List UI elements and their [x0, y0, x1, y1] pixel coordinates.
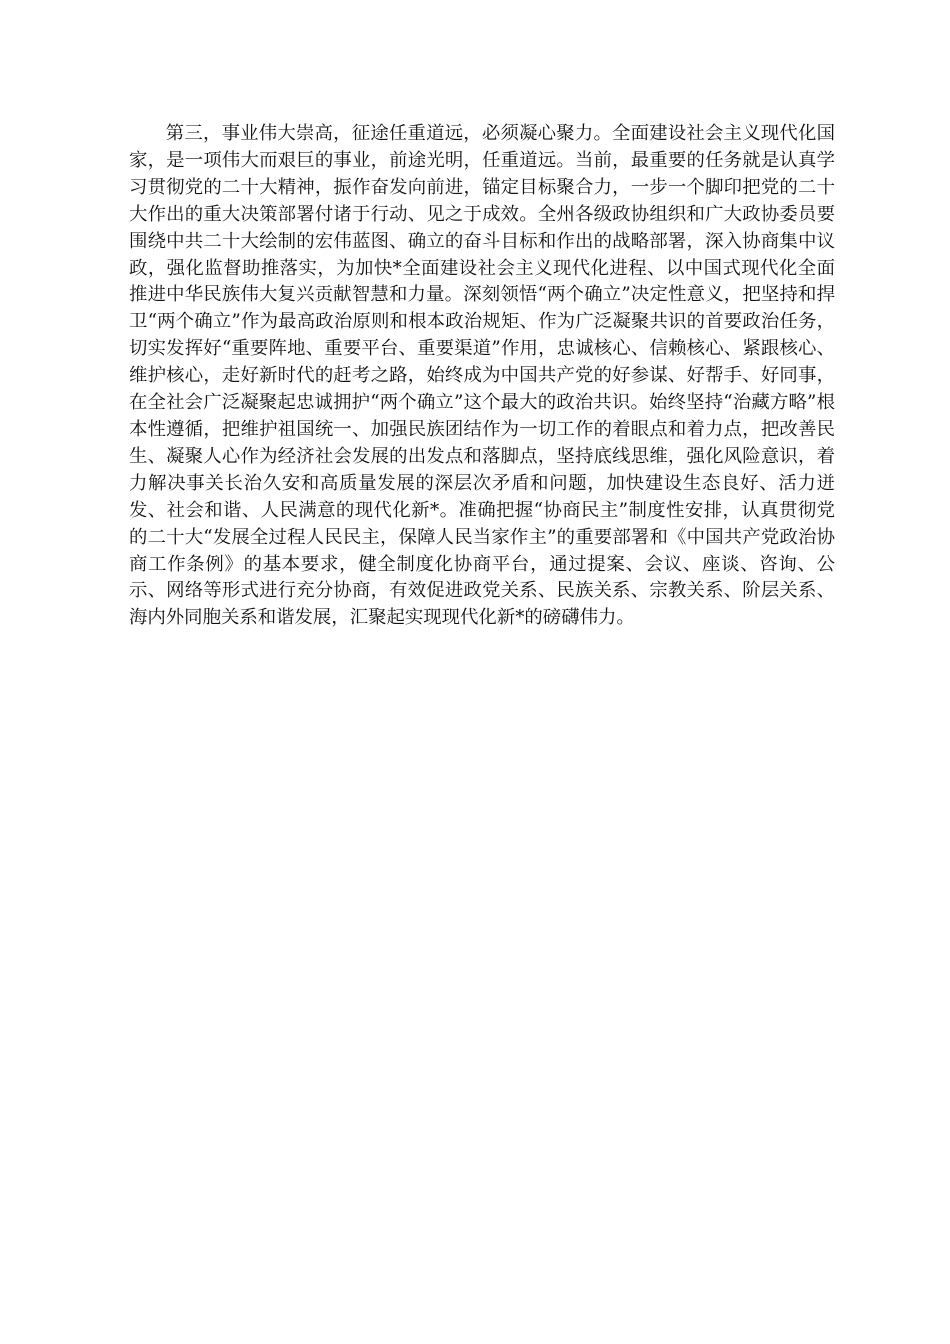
body-paragraph: 第三，事业伟大崇高，征途任重道远，必须凝心聚力。全面建设社会主义现代化国家，是一项伟大而艰巨的事业，前途光明，任重道远。当前，最重要的任务就是认真学习贯彻党的二十大精神，振作奋发向前进，锚定目标聚合力，一步一个脚印把党的二十大作出的重大决策部署付诸于行动、见之于成效。全州各级政协组织和广大政协委员要围绕中共二十大绘制的宏伟蓝图、确立的奋斗目标和作出的战略部署，深入协商集中议政，强化监督助推落实，为加快*全面建设社会主义现代化进程、以中国式现代化全面推进中华民族伟大复兴贡献智慧和力量。深刻领悟“两个确立”决定性意义，把坚持和捍卫“两个确立”作为最高政治原则和根本政治规矩、作为广泛凝聚共识的首要政治任务，切实发挥好“重要阵地、重要平台、重要渠道”作用，忠诚核心、信赖核心、紧跟核心、维护核心，走好新时代的赶考之路，始终成为中国共产党的好参谋、好帮手、好同事，在全社会广泛凝聚起忠诚拥护“两个确立”这个最大的政治共识。始终坚持“治藏方略”根本性遵循，把维护祖国统一、加强民族团结作为一切工作的着眼点和着力点，把改善民生、凝聚人心作为经济社会发展的出发点和落脚点，坚持底线思维，强化风险意识，着力解决事关长治久安和高质量发展的深层次矛盾和问题，加快建设生态良好、活力迸发、社会和谐、人民满意的现代化新*。准确把握“协商民主”制度性安排，认真贯彻党的二十大“发展全过程人民民主，保障人民当家作主”的重要部署和《中国共产党政治协商工作条例》的基本要求，健全制度化协商平台，通过提案、会议、座谈、咨询、公示、网络等形式进行充分协商，有效促进政党关系、民族关系、宗教关系、阶层关系、海内外同胞关系和谐发展，汇聚起实现现代化新*的磅礴伟力。 [129, 123, 835, 629]
